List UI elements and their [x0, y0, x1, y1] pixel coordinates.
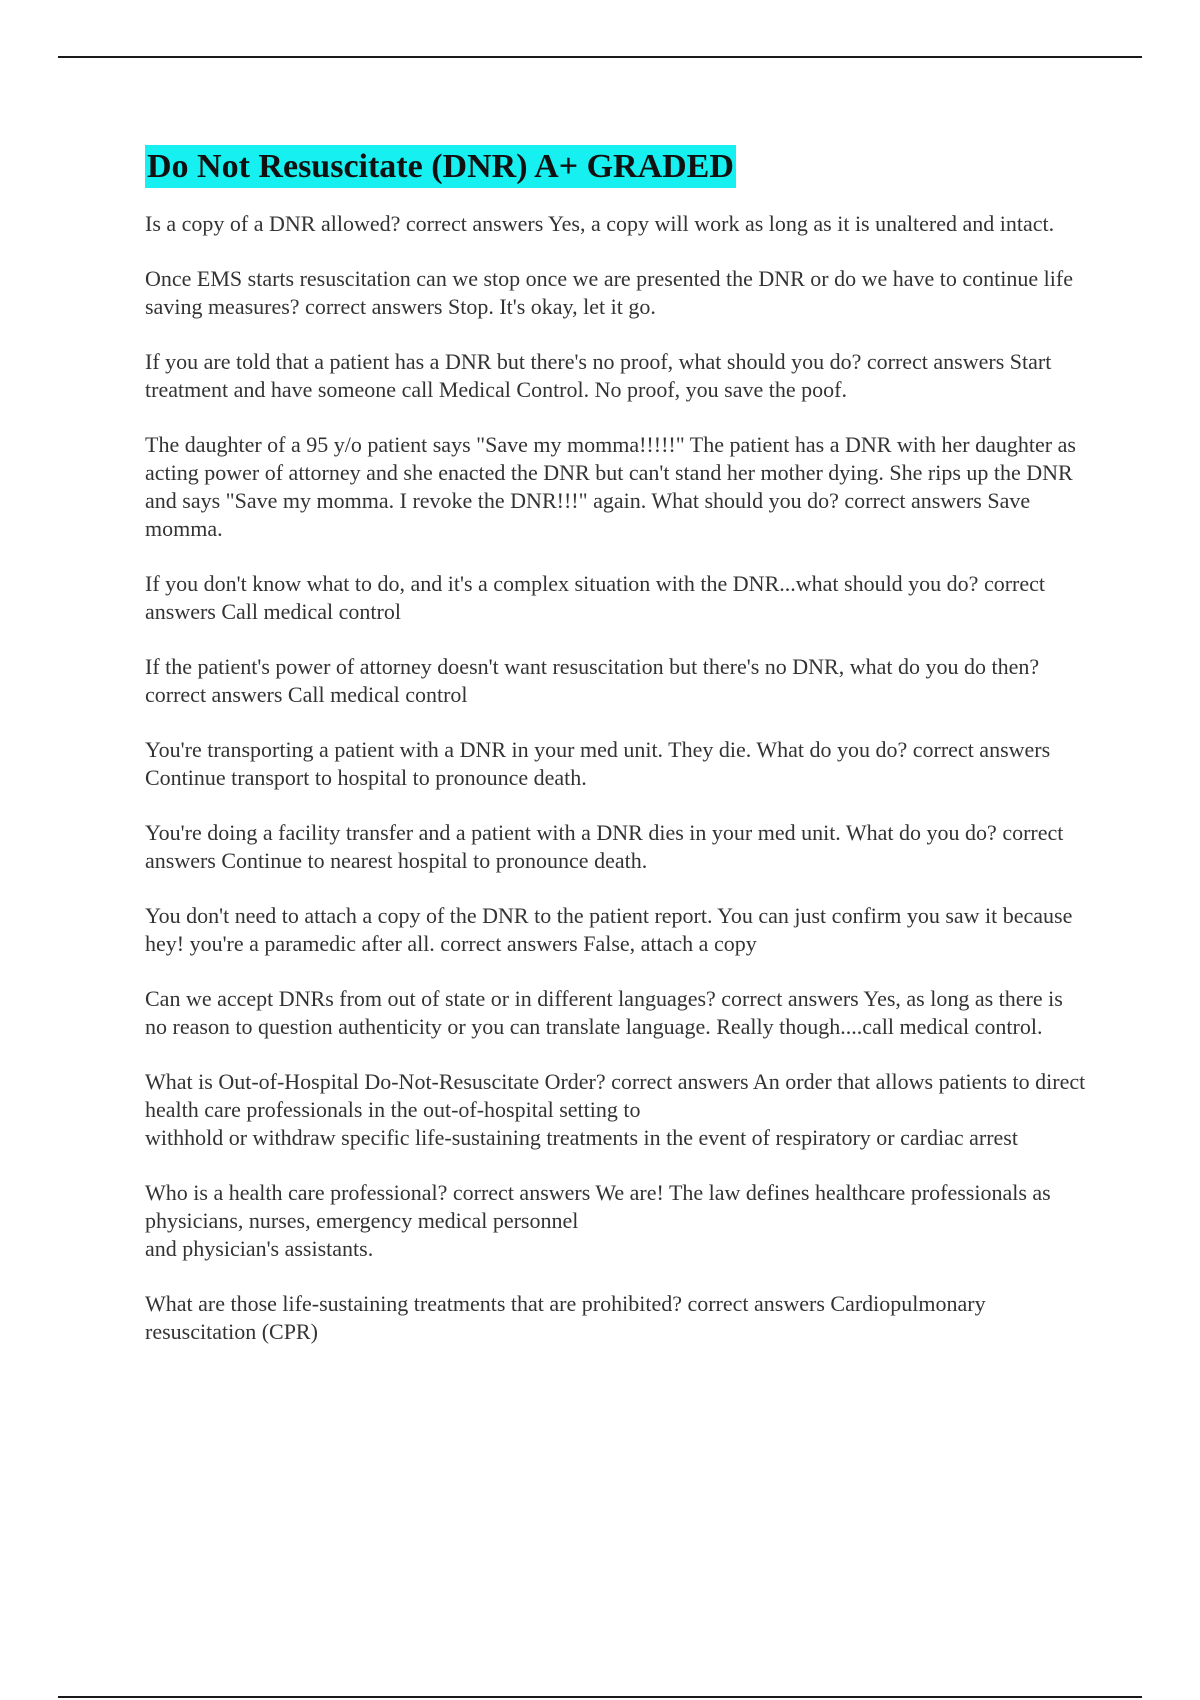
qa-item — [145, 431, 1090, 543]
qa-text: If you don't know what to do, and it's a complex situation with the DNR...what should you do? correct answers Call medical control — [145, 571, 1046, 624]
qa-text: You're transporting a patient with a DNR in your med unit. They die. What do you do? correct answers Continue transport to hospital to pronounce death. — [145, 737, 1051, 790]
top-rule — [58, 56, 1142, 58]
qa-item — [145, 210, 1090, 238]
qa-text-continued: withhold or withdraw specific life-sustaining treatments in the event of respiratory or cardiac arrest — [145, 1125, 1018, 1150]
qa-text-continued: and physician's assistants. — [145, 1236, 374, 1261]
qa-item — [145, 985, 1090, 1041]
qa-item — [145, 819, 1090, 875]
qa-item — [145, 265, 1090, 321]
qa-text: Once EMS starts resuscitation can we stop once we are presented the DNR or do we have to continue life saving measures? correct answers Stop. It's okay, let it go. — [145, 266, 1073, 319]
qa-item — [145, 1290, 1090, 1346]
qa-text: Is a copy of a DNR allowed? correct answers Yes, a copy will work as long as it is unaltered and intact. — [145, 211, 1055, 236]
qa-item — [145, 736, 1090, 792]
qa-item — [145, 653, 1090, 709]
qa-text: If you are told that a patient has a DNR but there's no proof, what should you do? correct answers Start treatment and have someone call Medical Control. No proof, you save the poof. — [145, 349, 1052, 402]
document-body — [145, 145, 1090, 1373]
qa-text: Who is a health care professional? correct answers We are! The law defines healthcare professionals as physicians, nurses, emergency medical personnel — [145, 1180, 1051, 1233]
bottom-rule — [58, 1696, 1142, 1698]
qa-text: You're doing a facility transfer and a patient with a DNR dies in your med unit. What do you do? correct answers Continue to nearest hospital to pronounce death. — [145, 820, 1064, 873]
qa-item — [145, 1179, 1090, 1263]
document-title: Do Not Resuscitate (DNR) A+ GRADED — [145, 145, 736, 188]
qa-item — [145, 902, 1090, 958]
qa-text: The daughter of a 95 y/o patient says "Save my momma!!!!!" The patient has a DNR with her daughter as acting power of attorney and she enacted the DNR but can't stand her mother dying. She rips up the DNR and says "Save my momma. I revoke the DNR!!!" again. What should you do? correct answers Save momma. — [145, 432, 1076, 541]
qa-item — [145, 1068, 1090, 1152]
qa-text: If the patient's power of attorney doesn't want resuscitation but there's no DNR, what do you do then? correct answers Call medical control — [145, 654, 1040, 707]
qa-item — [145, 348, 1090, 404]
qa-text: Can we accept DNRs from out of state or in different languages? correct answers Yes, as long as there is no reason to question authenticity or you can translate language. Really though....call medical control. — [145, 986, 1063, 1039]
qa-text: You don't need to attach a copy of the DNR to the patient report. You can just confirm you saw it because hey! you're a paramedic after all. correct answers False, attach a copy — [145, 903, 1073, 956]
qa-text: What are those life-sustaining treatments that are prohibited? correct answers Cardiopulmonary resuscitation (CPR) — [145, 1291, 986, 1344]
qa-item — [145, 570, 1090, 626]
qa-text: What is Out-of-Hospital Do-Not-Resuscitate Order? correct answers An order that allows patients to direct health care professionals in the out-of-hospital setting to — [145, 1069, 1086, 1122]
